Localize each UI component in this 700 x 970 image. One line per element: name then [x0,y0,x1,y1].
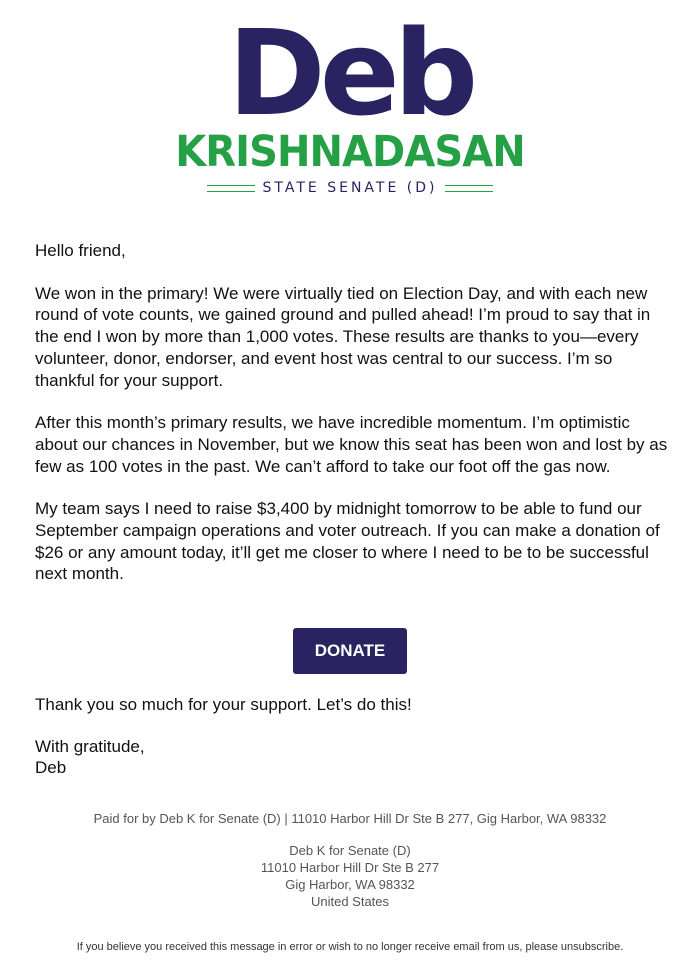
paragraph-momentum: After this month’s primary results, we have incredible momentum. I’m optimistic about our chances in November, but we know this seat has been won and lost by as few as 100 votes in the past. We can’t afford to take our foot off the gas now. [35,413,668,476]
signoff: With gratitude, [35,736,145,756]
unsubscribe-notice[interactable]: If you believe you received this message in error or wish to no longer receive email from us, please unsubscribe. [76,941,624,953]
donate-button[interactable]: DONATE [293,628,407,674]
address-line: Deb K for Senate (D) [289,843,411,858]
logo-left-lines [207,185,255,192]
thank-you-line: Thank you so much for your support. Let’s do this! [35,695,412,714]
greeting: Hello friend, [35,241,126,260]
address-line: United States [310,894,390,909]
email-body [35,240,675,606]
mailing-address [0,842,700,910]
donate-container [0,628,700,674]
logo-right-lines [445,185,493,192]
logo-tagline: STATE SENATE (D) [262,180,438,196]
address-line: Gig Harbor, WA 98332 [285,877,415,892]
paid-for-disclaimer: Paid for by Deb K for Senate (D) | 11010 Harbor Hill Dr Ste B 277, Gig Harbor, WA 98332 [93,811,607,826]
campaign-logo [0,0,700,215]
signature: Deb [35,758,67,778]
logo-last-name: KRISHNADASAN [175,127,525,177]
logo-first-name: Deb [227,4,473,142]
address-line: 11010 Harbor Hill Dr Ste B 277 [260,860,440,875]
logo-tagline-row [207,177,493,199]
email-closing [35,694,675,779]
paragraph-primary-win: We won in the primary! We were virtually tied on Election Day, and with each new round of vote counts, we gained ground and pulled ahead! I’m proud to say that in the end I won by more than 1,000 votes. These results are thanks to you—every volunteer, donor, endorser, and event host was central to our success. I’m so thankful for your support. [35,283,651,390]
paragraph-fundraising-ask: My team says I need to raise $3,400 by midnight tomorrow to be able to fund our September campaign operations and voter outreach. If you can make a donation of $26 or any amount today, it’ll get me closer to where I need to be to be successful next month. [35,499,660,584]
